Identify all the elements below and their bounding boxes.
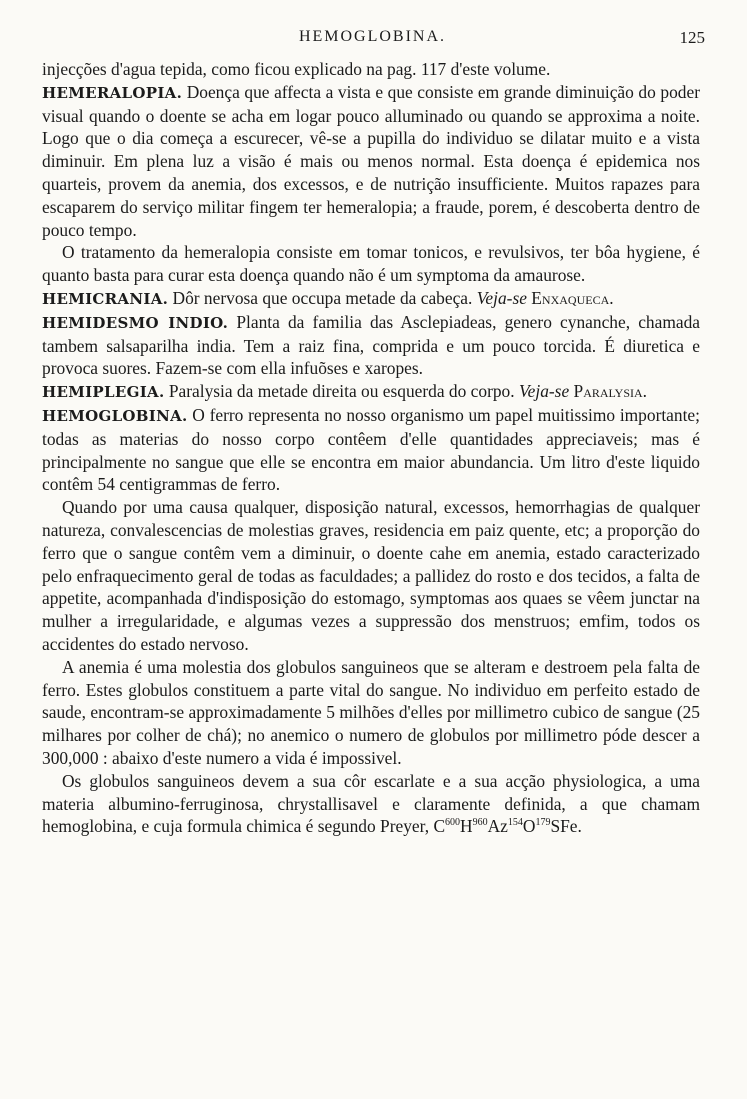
entry-hemicrania [42, 287, 700, 311]
formula-oxygen: O [522, 816, 536, 837]
chemical-formula [433, 816, 581, 836]
headword-hemicrania: HEMICRANIA. [42, 289, 169, 308]
headword-hemoglobina: HEMOGLOBINA. [42, 406, 188, 425]
running-head-title: HEMOGLOBINA. [298, 28, 447, 45]
cross-reference-link: Enxaqueca. [531, 287, 614, 308]
headword-hemeralopia: HEMERALOPIA. [42, 83, 183, 102]
page-number: 125 [679, 28, 705, 47]
formula-hydrogen-count: 960 [472, 817, 488, 829]
paragraph-hemoglobina-3: A anemia é uma molestia dos globulos sanguineos que se alteram e destroem pela falta de ferro. Estes globulos constituem a parte vital do sangue. No individuo em perfeito estado de saude, encontram-se approximadamente 5 milhões d'elles por millimetro cubico de sangue (25 milhares por colher de chá); no anemico o numero de globulos por millimetro póde descer a 300,000 : abaixo d'este numero a vida é impossivel. [42, 656, 700, 768]
headword-hemiplegia: HEMIPLEGIA. [42, 383, 165, 402]
entry-hemiplegia [42, 380, 700, 404]
definition-hemeralopia: Doença que affecta a vista e que consiste em grande diminuição do poder visual quando o doente se acha em logar pouco alluminado ou quando se approxima a noite. Logo que o dia começa a escurecer, vê-se a pupilla do individuo se dilatar muito e a vista diminuir. Em plena luz a visão é mais ou menos normal. Esta doença é epidemica nos quarteis, provem da anemia, dos excessos, e de nutrição insufficiente. Muitos rapazes para escaparem do serviço militar fingem ter hemeralopia; a fraude, porem, é descoberta dentro de pouco tempo. [42, 81, 700, 240]
paragraph-hemoglobina-4 [42, 770, 700, 838]
paragraph-hemoglobina-4-text: Os globulos sanguineos devem a sua côr escarlate e a sua acção physiologica, a uma materia albumino-ferruginosa, chrystallisavel e claramente definida, a que chamam hemoglobina, e cuja formula chimica é segundo Preyer, [42, 770, 700, 837]
entry-hemeralopia [42, 81, 700, 242]
definition-hemicrania: Dôr nervosa que occupa metade da cabeça. [172, 287, 473, 308]
definition-hemidesmo: Planta da familia das Asclepiadeas, genero cynanche, chamada tambem salsaparilha india. Tem a raiz fina, comprida e um pouco torcida. É diuretica e provoca suores. Fazem-se com ella infuõses e xaropes. [42, 311, 700, 379]
see-also-label: Veja-se [518, 381, 570, 402]
formula-carbon: C [433, 816, 446, 837]
body-text [42, 58, 700, 838]
entry-hemidesmo [42, 311, 700, 380]
definition-hemoglobina: O ferro representa no nosso organismo um papel muitissimo importante; todas as materias do nosso corpo contêem d'elle quantidades appreciaveis; mas é principalmente no sangue que elle se encontra em maior abundancia. Um litro d'este liquido contêm 54 centigrammas de ferro. [42, 404, 700, 495]
running-head [40, 28, 705, 52]
definition-hemiplegia: Paralysia da metade direita ou esquerda do corpo. [168, 381, 515, 402]
formula-oxygen-count: 179 [535, 817, 551, 829]
paragraph-hemeralopia-treatment: O tratamento da hemeralopia consiste em tomar tonicos, e revulsivos, ter bôa hygiene, é quanto basta para curar esta doença quando não é um symptoma da amaurose. [42, 242, 700, 286]
headword-hemidesmo: HEMIDESMO INDIO. [42, 313, 229, 332]
formula-carbon-count: 600 [445, 817, 461, 829]
entry-hemoglobina [42, 404, 700, 496]
see-also-label: Veja-se [476, 287, 527, 308]
paragraph-hemoglobina-2: Quando por uma causa qualquer, disposição natural, excessos, hemorrhagias de qualquer natureza, convalescencias de molestias graves, residencia em paiz quente, etc; a proporção do ferro que o sangue contêm vem a diminuir, o doente cahe em anemia, estado caracterizado pelo enfraquecimento geral de todas as faculdades; a pallidez do rosto e dos tecidos, a falta de appetite, acompanhada d'indisposição do estomago, symptomas aos quaes se vêem junctar na mulher a irregularidade, e algumas vezes a suppressão dos menstruos; emfim, todos os accidentes do estado nervoso. [42, 497, 700, 654]
paragraph-continuation: injecções d'agua tepida, como ficou explicado na pag. 117 d'este volume. [42, 59, 551, 79]
formula-hydrogen: H [460, 816, 473, 837]
formula-rest: SFe. [550, 816, 582, 837]
cross-reference-link: Paralysia. [573, 381, 648, 402]
formula-nitrogen-count: 154 [507, 817, 523, 829]
formula-nitrogen: Az [487, 816, 508, 837]
